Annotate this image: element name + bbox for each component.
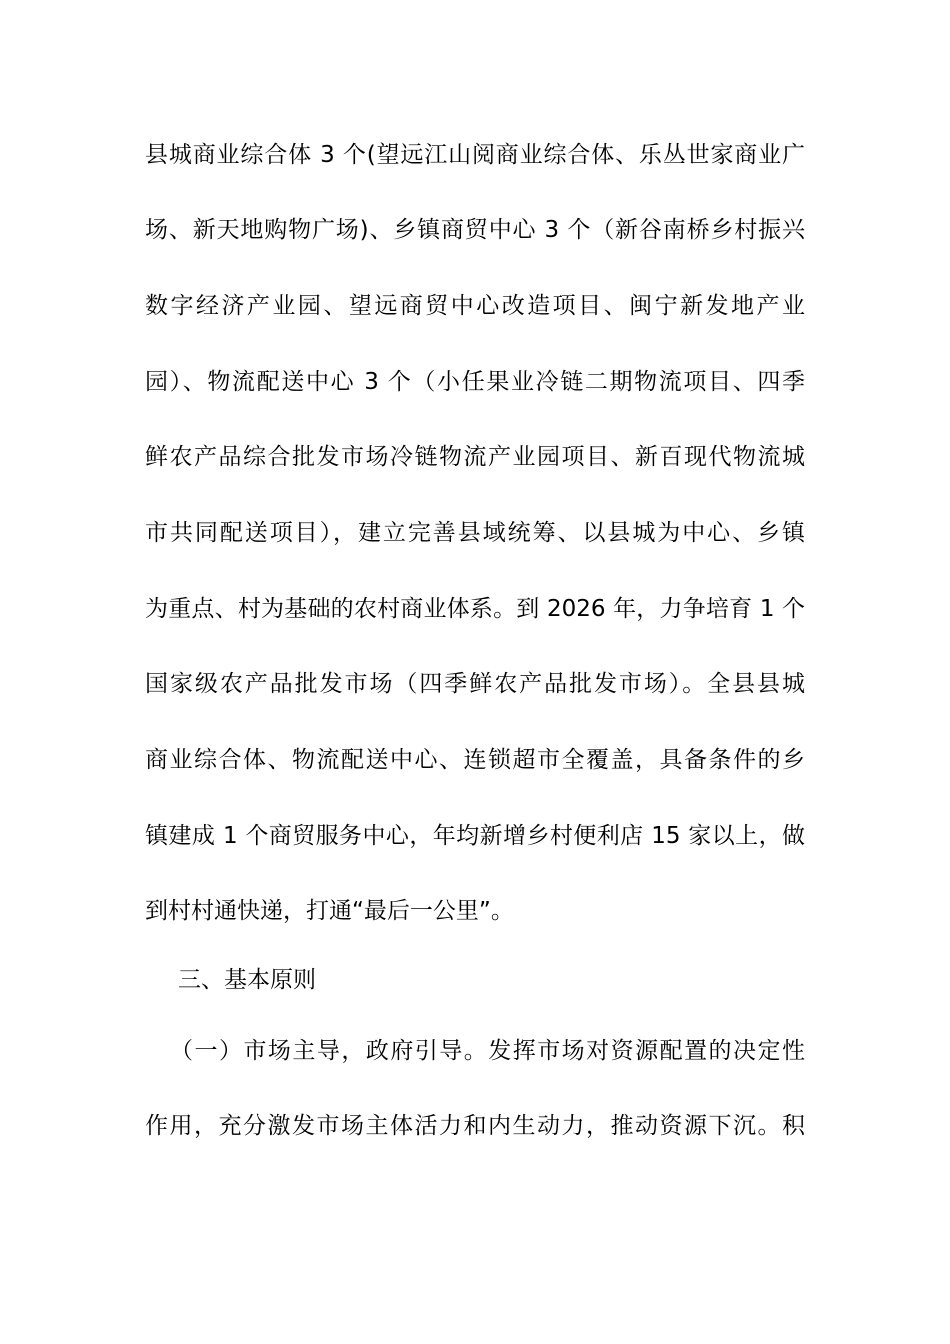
paragraph-line: 为重点、村为基础的农村商业体系。到 2026 年，力争培育 1 个 xyxy=(145,596,805,622)
paragraph-line: 县城商业综合体 3 个(望远江山阅商业综合体、乐丛世家商业广 xyxy=(145,142,805,168)
paragraph-line: 园）、物流配送中心 3 个（小任果业冷链二期物流项目、四季 xyxy=(145,369,805,395)
paragraph-line: 鲜农产品综合批发市场冷链物流产业园项目、新百现代物流城 xyxy=(145,444,805,470)
paragraph-line: 商业综合体、物流配送中心、连锁超市全覆盖，具备条件的乡 xyxy=(145,747,805,773)
paragraph-line: 镇建成 1 个商贸服务中心，年均新增乡村便利店 15 家以上，做 xyxy=(145,823,805,849)
paragraph-line: 国家级农产品批发市场（四季鲜农产品批发市场）。全县县城 xyxy=(145,671,805,697)
principle-line: （一）市场主导，政府引导。发挥市场对资源配置的决定性 xyxy=(170,1038,805,1064)
paragraph-line: 场、新天地购物广场)、乡镇商贸中心 3 个（新谷南桥乡村振兴 xyxy=(145,217,805,243)
paragraph-line: 数字经济产业园、望远商贸中心改造项目、闽宁新发地产业 xyxy=(145,293,805,319)
paragraph-line: 到村村通快递，打通“最后一公里”。 xyxy=(145,898,514,924)
section-heading: 三、基本原则 xyxy=(178,967,316,993)
principle-line: 作用，充分激发市场主体活力和内生动力，推动资源下沉。积 xyxy=(145,1113,805,1139)
paragraph-line: 市共同配送项目），建立完善县域统筹、以县城为中心、乡镇 xyxy=(145,520,805,546)
